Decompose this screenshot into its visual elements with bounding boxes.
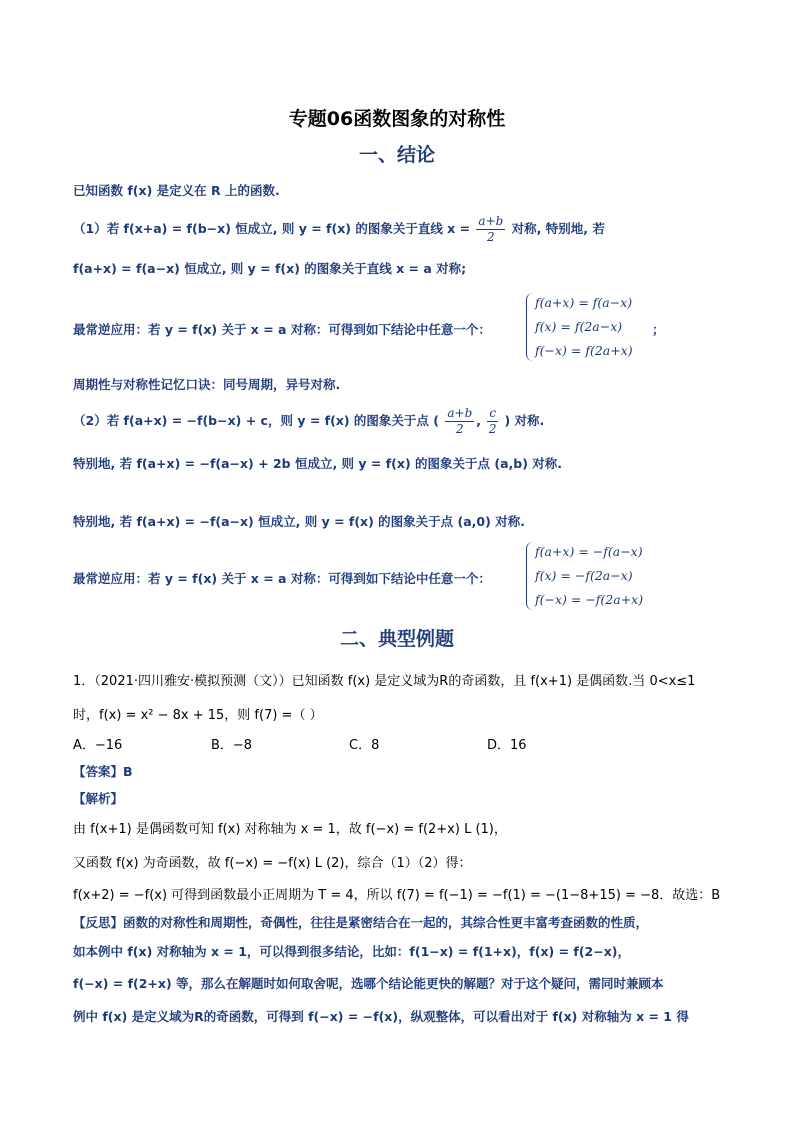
conclusion-2-text-b: ) 对称.: [504, 413, 545, 428]
conclusion-1-line1: [73, 212, 605, 246]
case-item: f(x) = −f(2a−x): [535, 568, 633, 583]
option-b: B．−8: [211, 738, 253, 753]
case-item: f(x) = f(2a−x): [535, 319, 623, 334]
reverse-application-1: 最常逆应用：若 y = f(x) 关于 x = a 对称：可得到如下结论中任意一个：: [73, 322, 491, 337]
answer-label: 【答案】B: [73, 764, 133, 779]
fraction-a-plus-b-over-2: [445, 406, 474, 437]
fraction-denominator: 2: [455, 422, 464, 436]
conclusion-2-text-a: （2）若 f(a+x) = −f(b−x) + c，则 y = f(x) 的图象关于点 (: [73, 413, 439, 428]
brace-left-1: [526, 293, 533, 361]
fraction-denominator: 2: [487, 230, 495, 244]
solution-line-1: 由 f(x+1) 是偶函数可知 f(x) 对称轴为 x = 1，故 f(−x) = f(2+x) L (1)，: [73, 822, 507, 837]
reflection-line-4: 例中 f(x) 是定义域为R的奇函数，可得到 f(−x) = −f(x)，纵观整体，可以看出对于 f(x) 对称轴为 x = 1 得: [73, 1009, 689, 1024]
fraction-a-plus-b-over-2: [476, 214, 505, 245]
example-1-stem-line2: 时，f(x) = x² − 8x + 15，则 f(7) =（ ）: [73, 708, 323, 723]
option-c: C．8: [349, 738, 380, 753]
case-item: f(−x) = −f(2a+x): [535, 592, 644, 607]
cases-list-2: [535, 540, 643, 612]
case-item: f(−x) = f(2a+x): [535, 343, 633, 358]
fraction-numerator: a+b: [478, 214, 504, 228]
solution-line-3: f(x+2) = −f(x) 可得到函数最小正周期为 T = 4，所以 f(7) = f(−1) = −f(1) = −(1−8+15) = −8．故选：B: [73, 888, 721, 903]
section-heading-examples: 二、典型例题: [339, 628, 454, 650]
fraction-numerator: c: [489, 406, 497, 420]
fraction-denominator: 2: [488, 422, 497, 436]
document-title: 专题06函数图象的对称性: [288, 108, 506, 130]
conclusion-1-line2: f(a+x) = f(a−x) 恒成立, 则 y = f(x) 的图象关于直线 x = a 对称;: [73, 261, 467, 276]
conclusion-1-text-a: （1）若 f(x+a) = f(b−x) 恒成立, 则 y = f(x) 的图象关于直线 x =: [73, 221, 471, 236]
solution-line-2: 又函数 f(x) 为奇函数，故 f(−x) = −f(x) L (2)，综合（1）（2）得：: [73, 856, 472, 871]
reflection-line-2: 如本例中 f(x) 对称轴为 x = 1，可以得到很多结论，比如：f(1−x) = f(1+x)，f(x) = f(2−x)，: [73, 944, 630, 959]
mnemonic-line: 周期性与对称性记忆口诀：同号周期，异号对称.: [73, 377, 341, 392]
intro-line: 已知函数 f(x) 是定义在 R 上的函数.: [73, 183, 280, 198]
reflection-line-1: 【反思】函数的对称性和周期性，奇偶性，往往是紧密结合在一起的，其综合性更丰富考查函数的性质，: [73, 915, 649, 930]
reverse-application-2: 最常逆应用：若 y = f(x) 关于 x = a 对称：可得到如下结论中任意一个：: [73, 571, 491, 586]
fraction-c-over-2: [487, 406, 498, 437]
conclusion-2-line: （2）若 f(a+x) = −f(b−x) + c，则 y = f(x) 的图象关于点 ( $\frac{a+b}{2}$ , $\frac{c}{2}$ ) 对称.: [73, 406, 545, 436]
fraction-numerator: a+b: [447, 406, 473, 420]
option-a: A．−16: [73, 738, 123, 753]
section-heading-conclusions: 一、结论: [358, 144, 435, 166]
brace-left-2: [526, 542, 533, 610]
option-d: D．16: [487, 738, 527, 753]
example-1-stem-line1: 1．（2021·四川雅安·模拟预测（文））已知函数 f(x) 是定义域为R的奇函数，且 f(x+1) 是偶函数.当 0<x≤1: [73, 674, 696, 689]
special-case-1: 特别地, 若 f(a+x) = −f(a−x) + 2b 恒成立, 则 y = f(x) 的图象关于点 (a,b) 对称.: [73, 456, 563, 471]
cases-end-mark: ；: [652, 322, 665, 337]
special-case-2: 特别地, 若 f(a+x) = −f(a−x) 恒成立, 则 y = f(x) 的图象关于点 (a,0) 对称.: [73, 514, 525, 529]
analysis-label: 【解析】: [73, 791, 124, 806]
cases-list-1: [535, 291, 633, 363]
conclusion-1-text-b: 对称, 特别地, 若: [511, 221, 605, 236]
case-item: f(a+x) = −f(a−x): [535, 544, 643, 559]
case-item: f(a+x) = f(a−x): [535, 295, 633, 310]
reflection-line-3: f(−x) = f(2+x) 等，那么在解题时如何取舍呢，选哪个结论能更快的解题？对于这个疑问，需同时兼顾本: [73, 976, 664, 991]
